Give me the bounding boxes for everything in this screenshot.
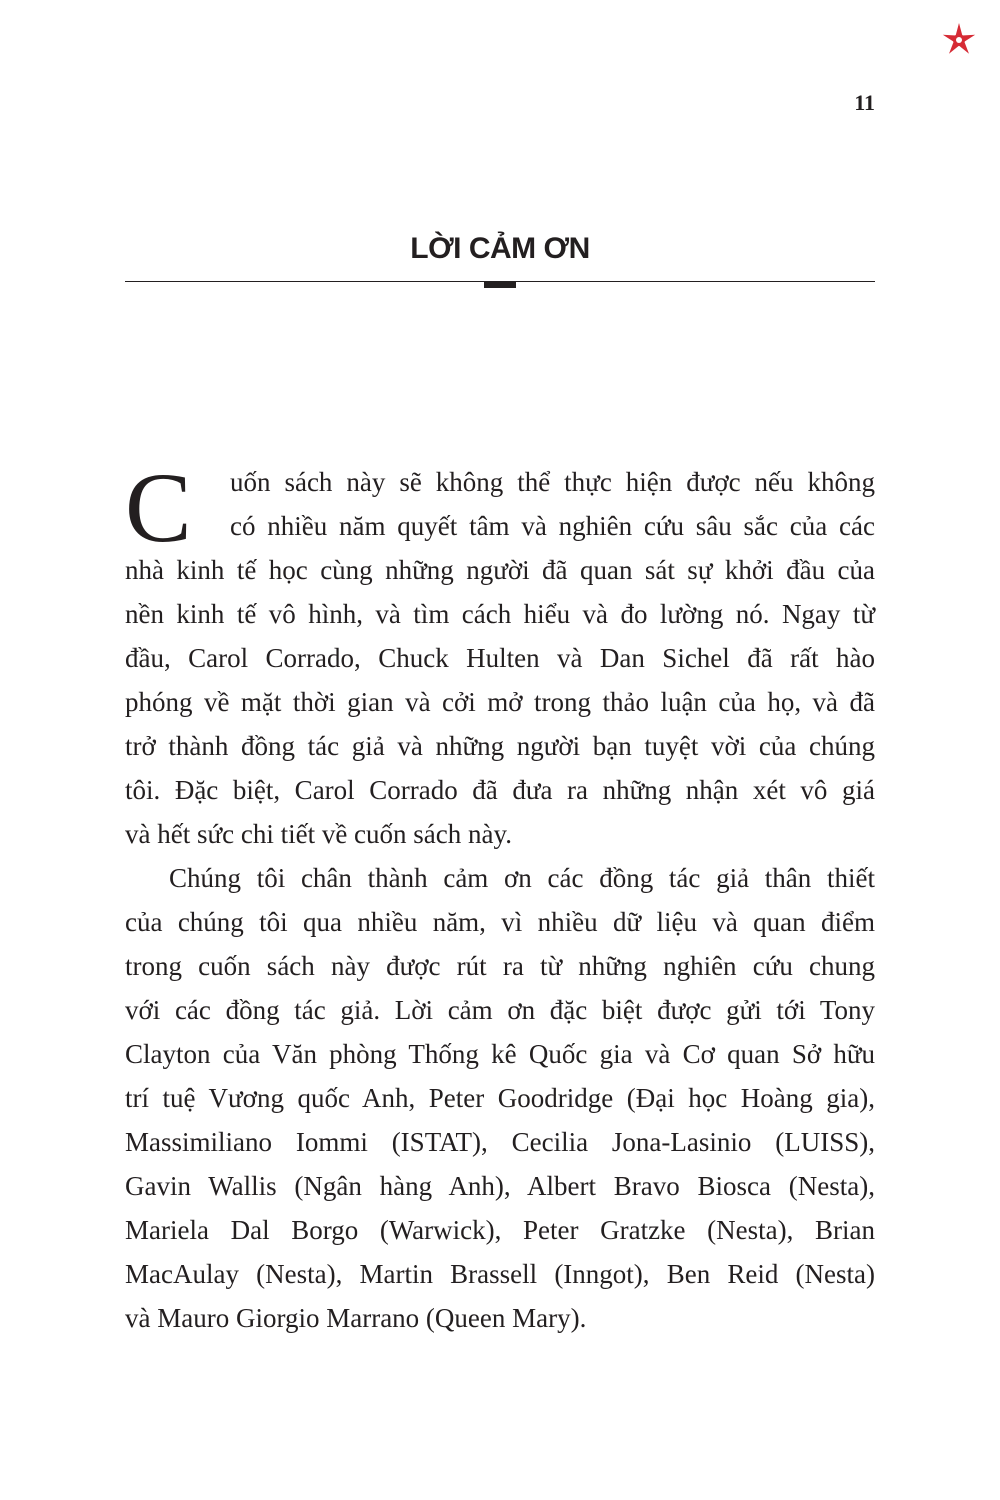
text-line: Chúng tôi chân thành cảm ơn các đồng tác giả thân thiết [169, 863, 875, 893]
text-line: của chúng tôi qua nhiều năm, vì nhiều dữ liệu và quan điểm [125, 907, 875, 937]
text-line: nền kinh tế vô hình, và tìm cách hiểu và đo lường nó. Ngay từ [125, 599, 875, 629]
body-text [125, 452, 875, 1340]
text-line: và Mauro Giorgio Marrano (Queen Mary). [125, 1303, 587, 1333]
text-line: MacAulay (Nesta), Martin Brassell (Inngot), Ben Reid (Nesta) [125, 1259, 875, 1289]
title-divider-mark [484, 282, 516, 288]
star-flower-logo-icon [941, 22, 977, 58]
drop-cap: C [125, 452, 192, 563]
text-line: Mariela Dal Borgo (Warwick), Peter Gratzke (Nesta), Brian [125, 1215, 875, 1245]
text-line: Gavin Wallis (Ngân hàng Anh), Albert Bravo Biosca (Nesta), [125, 1171, 875, 1201]
text-line: và hết sức chi tiết về cuốn sách này. [125, 819, 512, 849]
text-line: có nhiều năm quyết tâm và nghiên cứu sâu sắc của các [230, 511, 875, 541]
text-line: trí tuệ Vương quốc Anh, Peter Goodridge (Đại học Hoàng gia), [125, 1083, 875, 1113]
text-line: uốn sách này sẽ không thể thực hiện được nếu không [230, 467, 875, 497]
text-line: Massimiliano Iommi (ISTAT), Cecilia Jona-Lasinio (LUISS), [125, 1127, 875, 1157]
text-line: trong cuốn sách này được rút ra từ những nghiên cứu chung [125, 951, 875, 981]
text-line: tôi. Đặc biệt, Carol Corrado đã đưa ra những nhận xét vô giá [125, 775, 875, 805]
text-line: nhà kinh tế học cùng những người đã quan sát sự khởi đầu của [125, 555, 875, 585]
text-line: Clayton của Văn phòng Thống kê Quốc gia và Cơ quan Sở hữu [125, 1039, 875, 1069]
page-number: 11 [854, 90, 875, 115]
text-line: đầu, Carol Corrado, Chuck Hulten và Dan Sichel đã rất hào [125, 643, 875, 673]
publisher-logo [941, 22, 977, 58]
text-line: phóng về mặt thời gian và cởi mở trong thảo luận của họ, và đã [125, 687, 875, 717]
chapter-title: LỜI CẢM ƠN [410, 232, 590, 265]
text-line: trở thành đồng tác giả và những người bạn tuyệt vời của chúng [125, 731, 875, 761]
paragraph-2 [125, 856, 875, 1340]
paragraph-1 [125, 452, 875, 856]
text-line: với các đồng tác giả. Lời cảm ơn đặc biệt được gửi tới Tony [125, 995, 875, 1025]
